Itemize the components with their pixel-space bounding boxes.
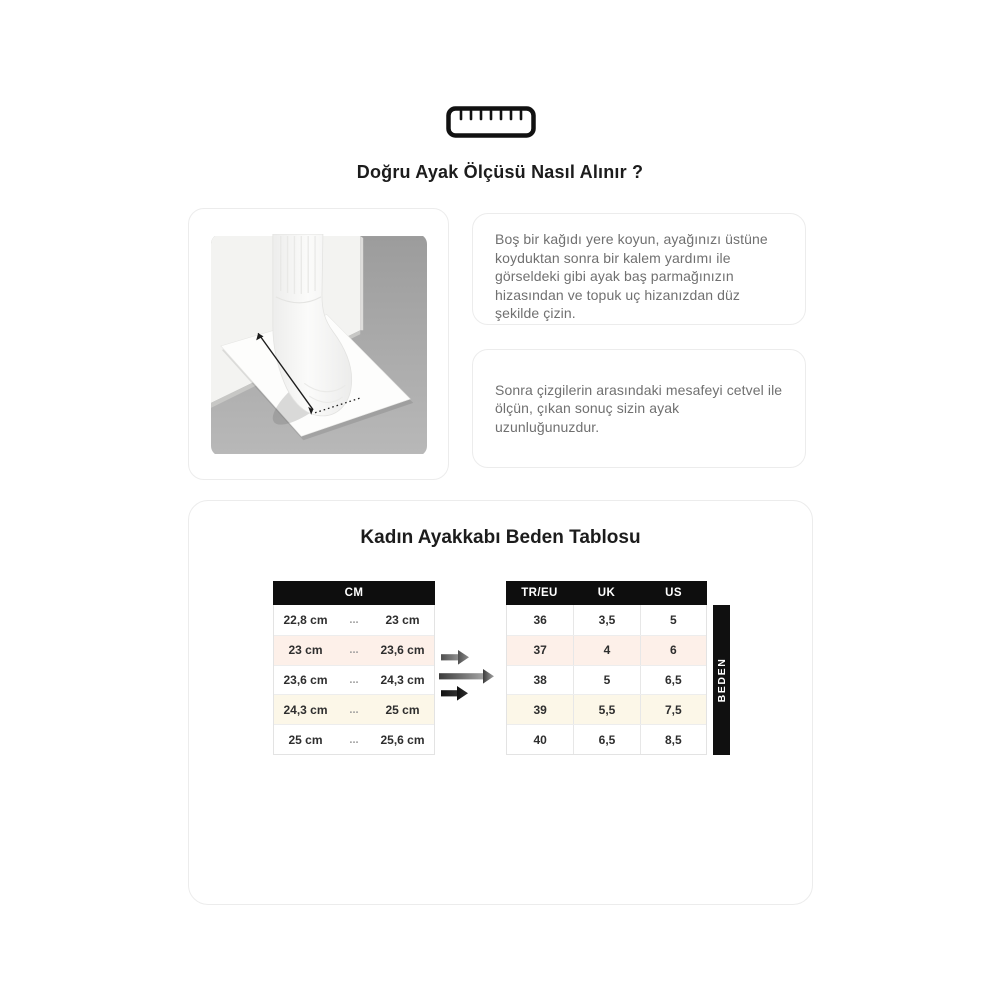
arrow-bottom: [441, 686, 468, 701]
us-value: 6,5: [640, 666, 706, 695]
cm-max-value: 23,6 cm: [380, 643, 425, 658]
foot-measurement-photo: [211, 234, 427, 456]
size-table-header: [506, 581, 707, 605]
range-separator: ...: [349, 733, 359, 746]
us-value: 8,5: [640, 725, 706, 754]
us-value: 7,5: [640, 695, 706, 724]
cm-table-row: [274, 694, 434, 724]
tr-eu-value: 38: [533, 672, 547, 687]
cm-min-value: 23 cm: [288, 643, 323, 658]
size-table-row: [507, 665, 706, 695]
tr-eu-value: 36: [533, 612, 547, 627]
size-header-us: US: [665, 587, 682, 599]
uk-value: 4: [573, 636, 639, 665]
transfer-arrows-icon: [438, 647, 500, 703]
size-header-tr-eu: TR/EU: [521, 587, 558, 599]
tr-eu-value: 37: [533, 643, 547, 658]
cm-min-value: 25 cm: [288, 732, 323, 747]
instruction-card-1: [472, 213, 806, 325]
size-header-uk: UK: [597, 587, 616, 599]
cm-header-label: CM: [344, 587, 364, 599]
size-table-row: [507, 724, 706, 754]
photo-card: [188, 208, 449, 480]
tr-eu-value: 39: [533, 702, 547, 717]
instruction-text-2: Sonra çizgilerin arasındaki mesafeyi cetvel ile ölçün, çıkan sonuç sizin ayak uzunluğunuzdur.: [495, 381, 783, 435]
arrow-middle: [439, 669, 494, 684]
beden-label: BEDEN: [715, 657, 728, 703]
size-table-row: [507, 694, 706, 724]
cm-max-value: 25 cm: [385, 702, 420, 717]
cm-max-value: 23 cm: [385, 612, 420, 627]
cm-table-row: [274, 635, 434, 665]
instruction-text-1: Boş bir kağıdı yere koyun, ayağınızı üstüne koyduktan sonra bir kalem yardımı ile görseldeki gibi ayak baş parmağınızın hizasından ve topuk uç hizanızdan düz şekilde çizin.: [495, 231, 768, 322]
uk-value: 3,5: [573, 605, 639, 635]
cm-max-value: 24,3 cm: [380, 672, 425, 687]
page-title: Doğru Ayak Ölçüsü Nasıl Alınır ?: [356, 162, 644, 182]
ruler-icon: [446, 106, 536, 138]
range-separator: ...: [349, 644, 359, 657]
cm-min-value: 24,3 cm: [283, 702, 328, 717]
us-value: 6: [640, 636, 706, 665]
cm-max-value: 25,6 cm: [380, 732, 425, 747]
cm-table-row: [274, 605, 434, 635]
tr-eu-value: 40: [533, 732, 547, 747]
range-separator: ...: [349, 613, 359, 626]
size-table-body: [506, 605, 707, 755]
uk-value: 5: [573, 666, 639, 695]
size-table-row: [507, 605, 706, 635]
us-value: 5: [640, 605, 706, 635]
size-table-row: [507, 635, 706, 665]
cm-table: [273, 581, 435, 755]
cm-table-header: [273, 581, 435, 605]
cm-table-body: [273, 605, 435, 755]
range-separator: ...: [349, 703, 359, 716]
cm-min-value: 22,8 cm: [283, 612, 328, 627]
beden-side-bar: [713, 605, 730, 755]
range-separator: ...: [349, 673, 359, 686]
cm-min-value: 23,6 cm: [283, 672, 328, 687]
cm-table-row: [274, 724, 434, 754]
instruction-card-2: [472, 349, 806, 468]
uk-value: 5,5: [573, 695, 639, 724]
size-chart-card: [188, 500, 813, 905]
size-chart-title: Kadın Ayakkabı Beden Tablosu: [360, 527, 641, 548]
arrow-top: [441, 650, 469, 665]
size-table: [506, 581, 707, 755]
cm-table-row: [274, 665, 434, 695]
uk-value: 6,5: [573, 725, 639, 754]
